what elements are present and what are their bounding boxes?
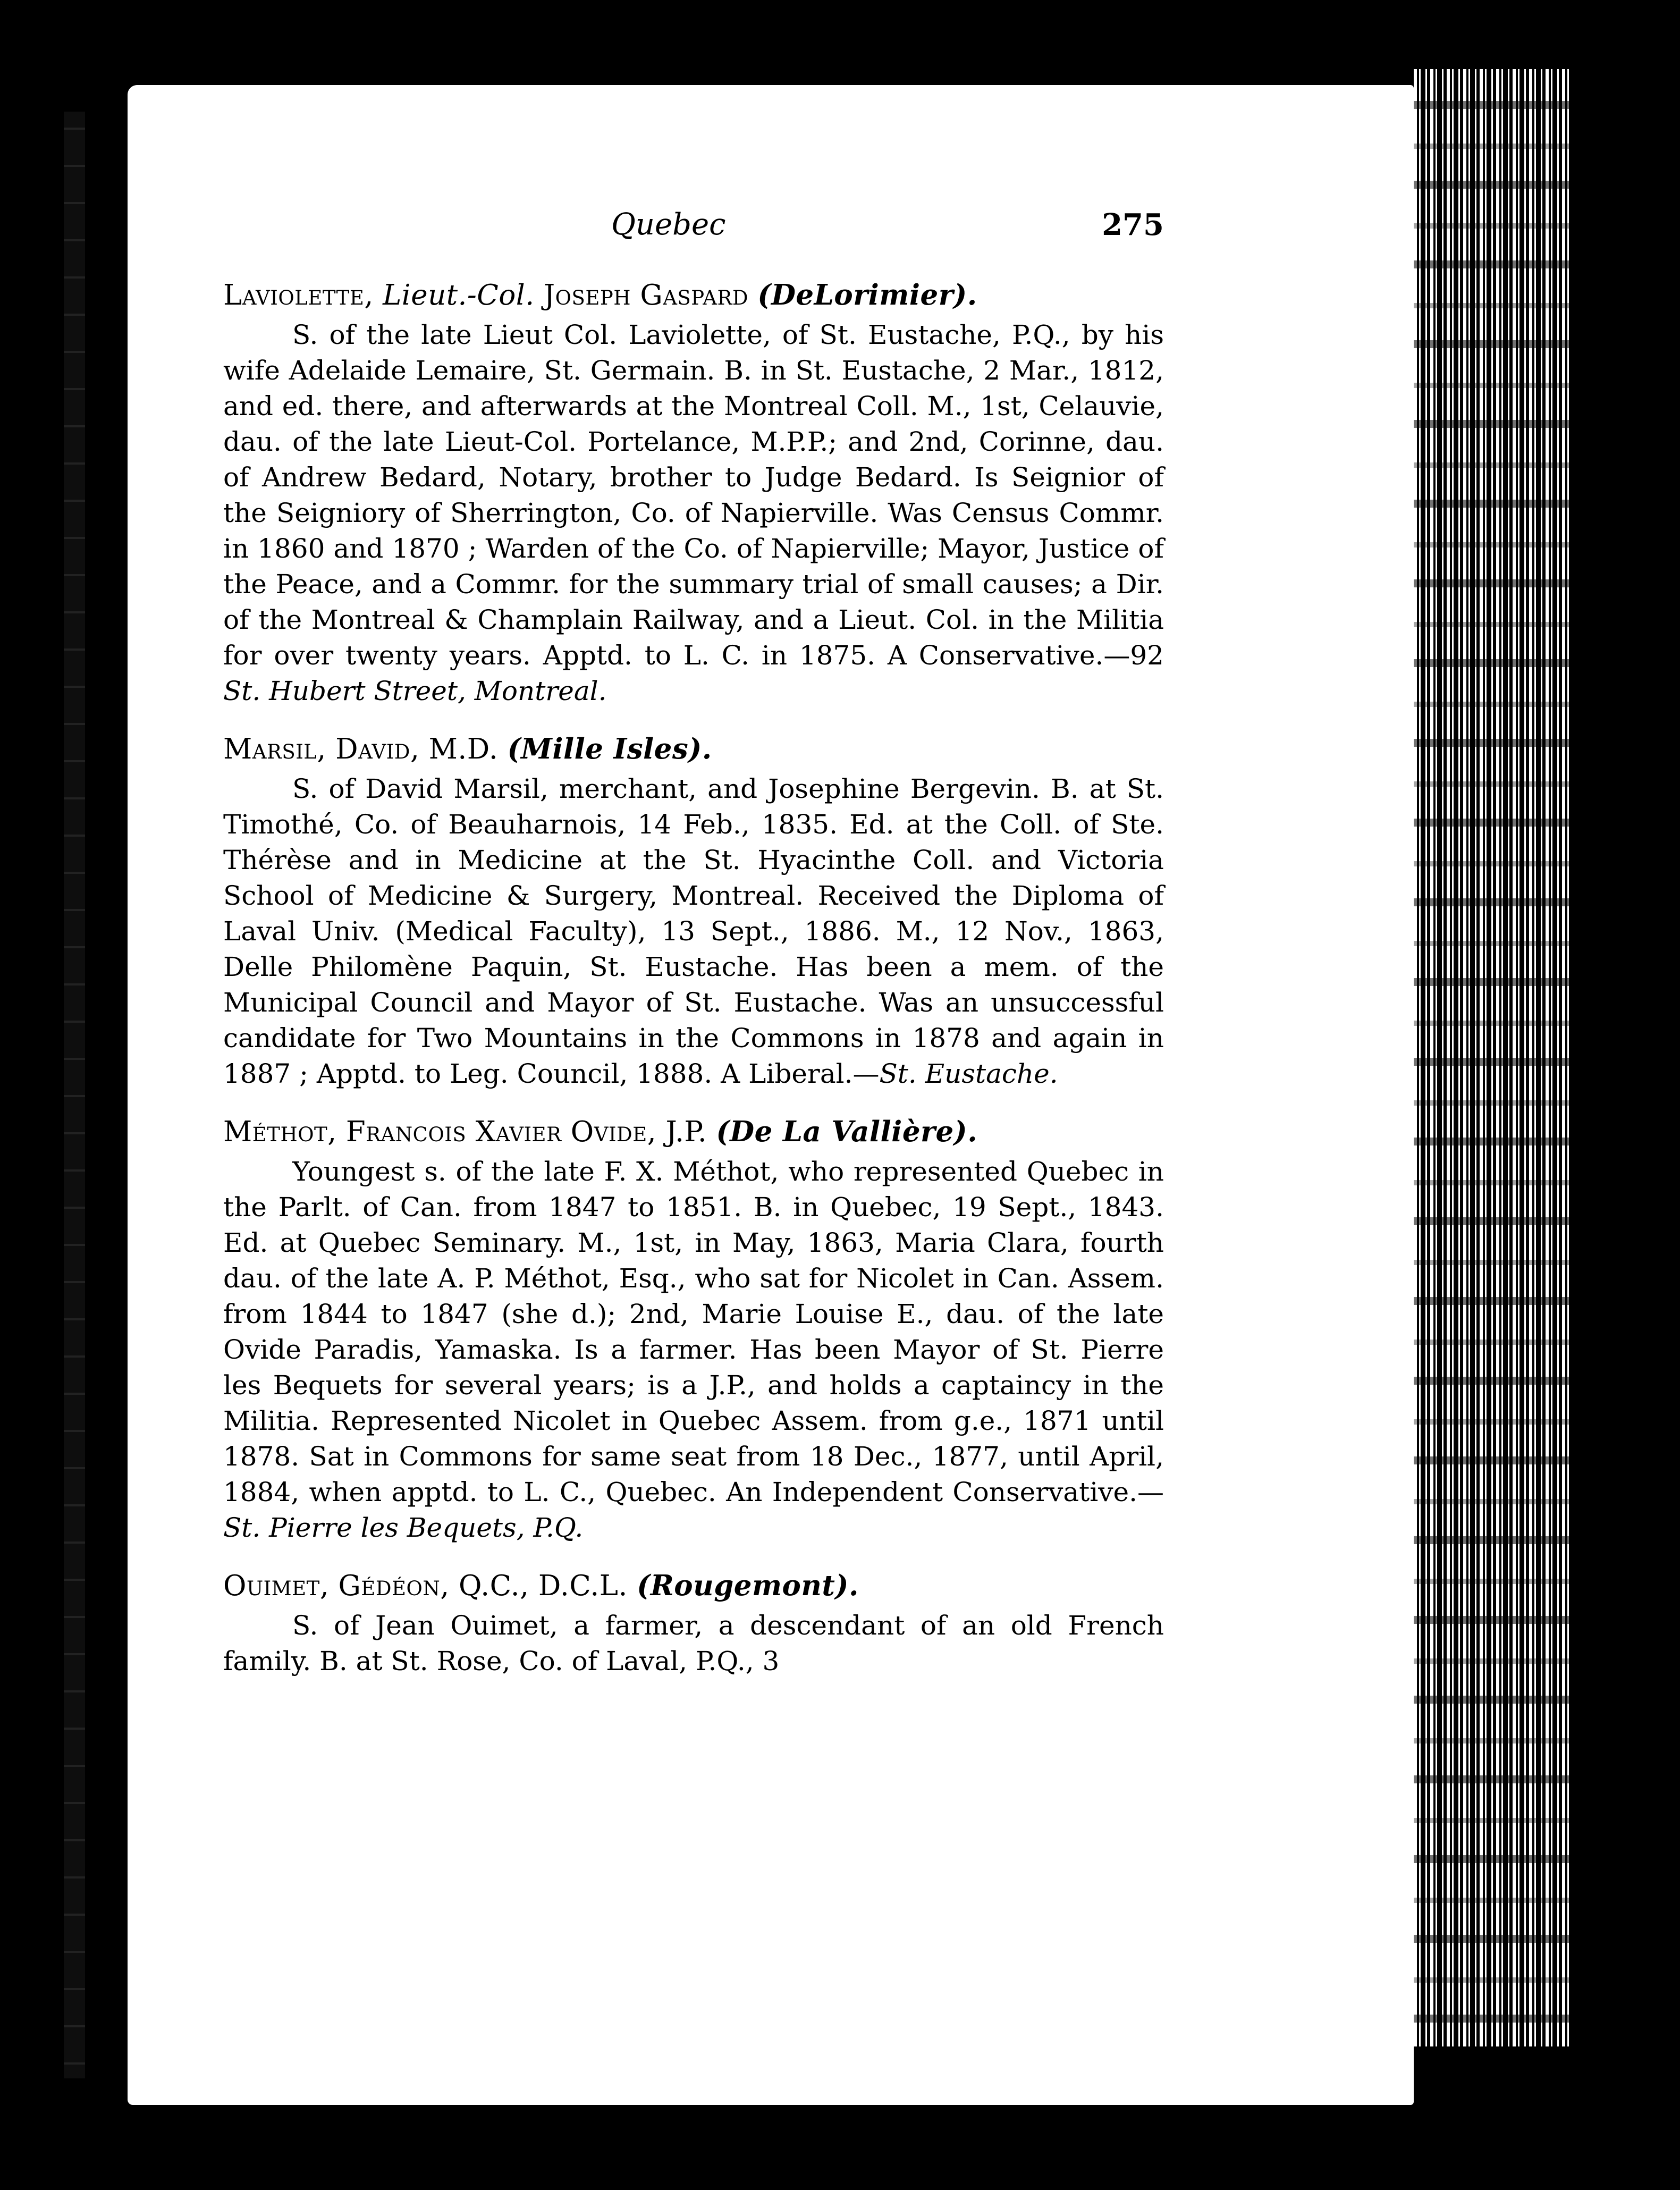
- entry-name: Méthot, Francois Xavier Ovide,: [223, 1116, 657, 1148]
- entry-constituency: (Rougemont).: [637, 1569, 859, 1602]
- running-head: [223, 207, 1164, 255]
- entry-heading: [223, 730, 1164, 768]
- page-edges: [1414, 69, 1573, 2046]
- entry-biography: [223, 1154, 1164, 1546]
- biography-text: Youngest s. of the late F. X. Méthot, who represented Quebec in the Parlt. of Can. from 1847 to 1851. B. in Quebec, 19 Sept., 1843. Ed. at Quebec Seminary. M., 1st, in May, 1863, Maria Clara, fourth dau. of the late A. P. Méthot, Esq., who sat for Nicolet in Can. Assem. from 1844 to 1847 (she d.); 2nd, Marie Louise E., dau. of the late Ovide Paradis, Yamaska. Is a farmer. Has been Mayor of St. Pierre les Bequets for several years; is a J.P., and holds a captaincy in the Militia. Represented Nicolet in Quebec Assem. from g.e., 1871 until 1878. Sat in Commons for same seat from 18 Dec., 1877, until April, 1884, when apptd. to L. C., Quebec. An Independent Conservative.—: [223, 1156, 1164, 1507]
- entry-residence: St. Pierre les Bequets, P.Q.: [223, 1512, 584, 1543]
- entry-heading: [223, 1113, 1164, 1151]
- entry-constituency: (DeLorimier).: [757, 279, 977, 311]
- entry-given-names: J.P.: [665, 1116, 707, 1148]
- entry-given-names: Joseph Gaspard: [543, 279, 749, 311]
- entry-title: Lieut.-Col.: [383, 279, 535, 311]
- entry-biography: [223, 317, 1164, 709]
- entry-given-names: M.D.: [428, 733, 499, 765]
- entry-constituency: (Mille Isles).: [507, 732, 712, 765]
- entry-heading: [223, 276, 1164, 314]
- entry-given-names: Q.C., D.C.L.: [458, 1570, 628, 1602]
- biography-text: S. of David Marsil, merchant, and Josephine Bergevin. B. at St. Timothé, Co. of Beauharnois, 14 Feb., 1835. Ed. at the Coll. of Ste. Thérèse and in Medicine at the St. Hyacinthe Coll. and Victoria School of Medicine & Surgery, Montreal. Received the Diploma of Laval Univ. (Medical Faculty), 13 Sept., 1886. M., 12 Nov., 1863, Delle Philomène Paquin, St. Eustache. Has been a mem. of the Municipal Council and Mayor of St. Eustache. Was an unsuccessful candidate for Two Mountains in the Commons in 1878 and again in 1887 ; Apptd. to Leg. Council, 1888. A Liberal.—: [223, 773, 1164, 1089]
- entry-biography: [223, 1608, 1164, 1679]
- entry-residence: St. Hubert Street, Montreal.: [223, 676, 607, 706]
- biography-text: S. of the late Lieut Col. Laviolette, of St. Eustache, P.Q., by his wife Adelaide Lemaire, St. Germain. B. in St. Eustache, 2 Mar., 1812, and ed. there, and afterwards at the Montreal Coll. M., 1st, Celauvie, dau. of the late Lieut-Col. Portelance, M.P.P.; and 2nd, Corinne, dau. of Andrew Bedard, Notary, brother to Judge Bedard. Is Seignior of the Seigniory of Sherrington, Co. of Napierville. Was Census Commr. in 1860 and 1870 ; Warden of the Co. of Napierville; Mayor, Justice of the Peace, and a Commr. for the summary trial of small causes; a Dir. of the Montreal & Champlain Railway, and a Lieut. Col. in the Militia for over twenty years. Apptd. to L. C. in 1875. A Conservative.—92: [223, 319, 1164, 671]
- binding-shadow: [64, 112, 85, 2078]
- running-title: Quebec: [611, 207, 726, 242]
- entry-biography: [223, 771, 1164, 1092]
- entry-residence: St. Eustache.: [879, 1058, 1058, 1089]
- entry-name: Marsil, David,: [223, 733, 420, 765]
- entry-name: Laviolette,: [223, 279, 374, 311]
- page-number: 275: [1102, 207, 1164, 242]
- entry-constituency: (De La Vallière).: [716, 1115, 978, 1148]
- entry-name: Ouimet, Gédéon,: [223, 1570, 450, 1602]
- biography-text: S. of Jean Ouimet, a farmer, a descendant of an old French family. B. at St. Rose, Co. of Laval, P.Q., 3: [223, 1610, 1164, 1677]
- text-block: [223, 207, 1164, 1695]
- entry-heading: [223, 1567, 1164, 1605]
